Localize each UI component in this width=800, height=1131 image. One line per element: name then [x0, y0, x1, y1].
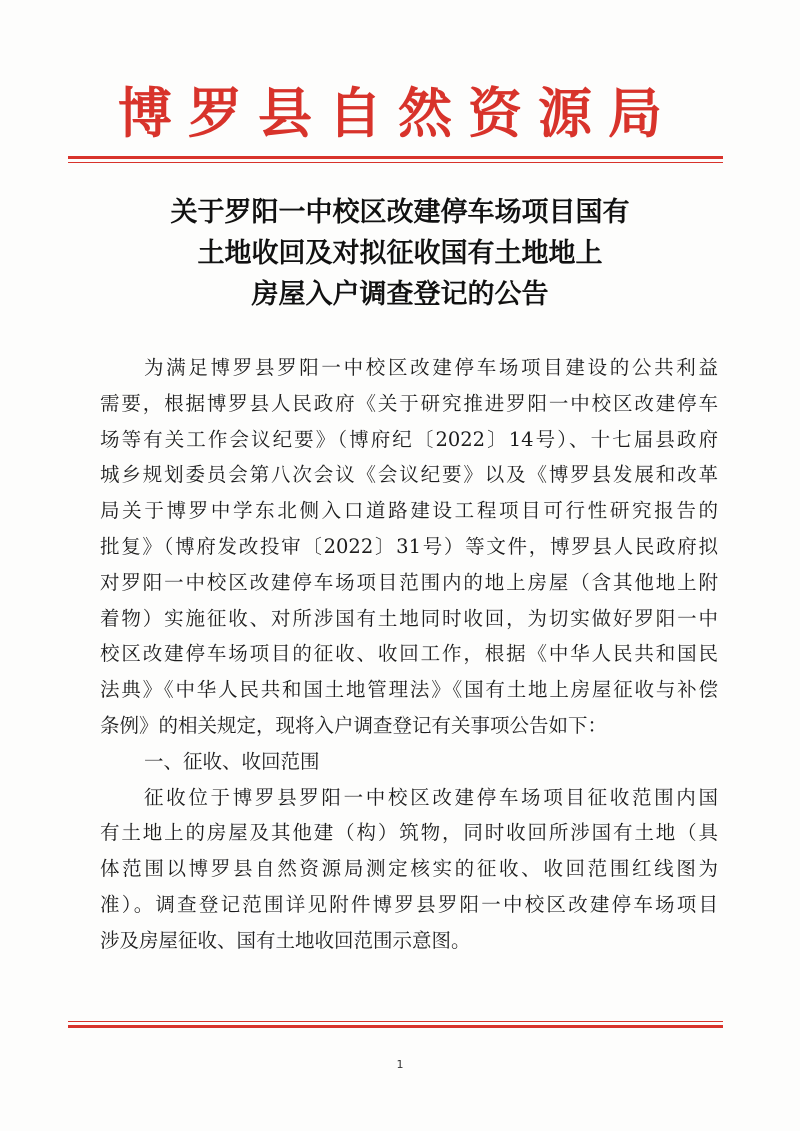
paragraph-line: 涉及房屋征收、国有土地收回范围示意图。	[100, 928, 471, 952]
title-line: 关于罗阳一中校区改建停车场项目国有	[170, 197, 630, 228]
paragraph-line: 有土地上的房屋及其他建（构）筑物，同时收回所涉国有土地（具	[100, 821, 718, 845]
section-heading: 一、征收、收回范围	[144, 749, 320, 773]
paragraph-line: 着物）实施征收、对所涉国有土地同时收回，为切实做好罗阳一中	[100, 606, 718, 630]
paragraph-line: 需要，根据博罗县人民政府《关于研究推进罗阳一中校区改建停车	[100, 391, 718, 415]
paragraph-line: 准）。调查登记范围详见附件博罗县罗阳一中校区改建停车场项目	[100, 892, 718, 916]
paragraph-line: 对罗阳一中校区改建停车场项目范围内的地上房屋（含其他地上附	[100, 570, 718, 594]
footer-divider-thin	[68, 1021, 723, 1022]
paragraph-line: 征收位于博罗县罗阳一中校区改建停车场项目征收范围内国	[144, 785, 718, 809]
footer-divider-thick	[68, 1025, 723, 1028]
masthead-divider-thick	[68, 156, 723, 159]
title-line: 土地收回及对拟征收国有土地地上	[197, 238, 603, 269]
paragraph-line: 场等有关工作会议纪要》（博府纪〔2022〕14号）、十七届县政府	[100, 427, 718, 451]
paragraph-line: 校区改建停车场项目的征收、收回工作，根据《中华人民共和国民	[100, 642, 718, 666]
paragraph-line: 城乡规划委员会第八次会议《会议纪要》以及《博罗县发展和改革	[100, 463, 718, 487]
paragraph-line: 法典》《中华人民共和国土地管理法》《国有土地上房屋征收与补偿	[100, 678, 718, 702]
paragraph-line: 体范围以博罗县自然资源局测定核实的征收、收回范围红线图为	[100, 857, 718, 881]
title-line: 房屋入户调查登记的公告	[251, 279, 549, 310]
masthead-org-name: 博罗县自然资源局	[118, 81, 678, 145]
masthead-divider-thin	[68, 162, 723, 163]
paragraph-line: 批复》（博府发改投审〔2022〕31号）等文件，博罗县人民政府拟	[100, 534, 718, 558]
page-number: 1	[396, 1058, 404, 1071]
paragraph-line: 局关于博罗中学东北侧入口道路建设工程项目可行性研究报告的	[100, 499, 718, 523]
notice-title	[80, 192, 720, 315]
paragraph-line: 为满足博罗县罗阳一中校区改建停车场项目建设的公共利益	[144, 356, 718, 379]
notice-body	[100, 350, 718, 959]
paragraph-line: 条例》的相关规定，现将入户调查登记有关事项公告如下：	[100, 713, 608, 737]
